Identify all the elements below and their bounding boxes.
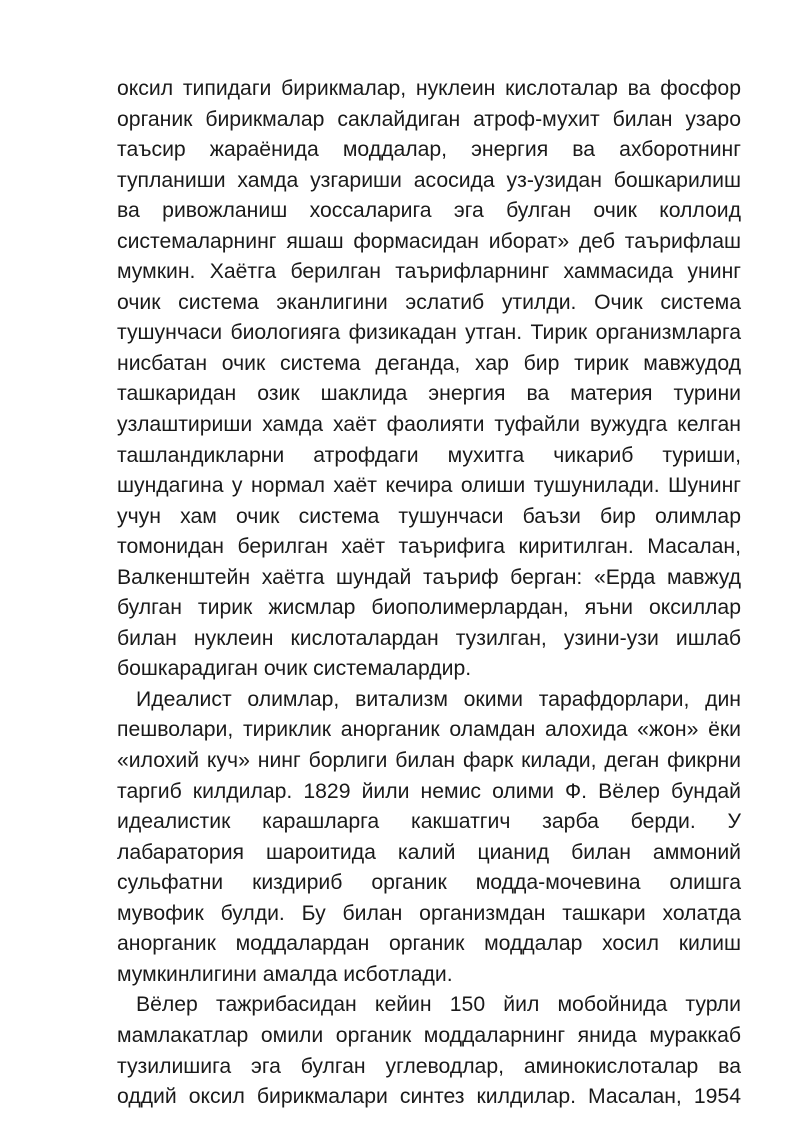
text-line: таргиб килдилар. 1829 йили немис олими Ф. Вёлер бундай (117, 779, 741, 803)
paragraph-1 (117, 74, 741, 685)
text-line: мувофик булди. Бу билан организмдан ташкари холатда (117, 901, 741, 925)
text-line: Вёлер тажрибасидан кейин 150 йил мобойнида турли (136, 993, 741, 1017)
text-line: булган тирик жисмлар биополимерлардан, яъни оксиллар (117, 596, 741, 620)
text-line: ташкаридан озик шаклида энергия ва материя турини (117, 382, 741, 406)
text-line: тушунчаси биологияга физикадан утган. Тирик организмларга (117, 321, 741, 345)
text-line: системаларнинг яшаш формасидан иборат» деб таърифлаш (117, 229, 741, 253)
text-line: узлаштириши хамда хаёт фаолияти туфайли вужудга келган (117, 413, 741, 437)
text-line: очик система эканлигини эслатиб утилди. Очик система (117, 290, 741, 314)
text-line: ташландикларни атрофдаги мухитга чикариб туриши, (117, 443, 741, 467)
text-line: ва ривожланиш хоссаларига эга булган очик коллоид (117, 199, 741, 223)
text-line: оксил типидаги бирикмалар, нуклеин кислоталар ва фосфор (117, 77, 741, 100)
text-line: «илохий куч» нинг борлиги билан фарк килади, деган фикрни (117, 749, 741, 773)
text-line: томонидан берилган хаёт таърифига киритилган. Масалан, (117, 535, 741, 559)
text-line: сульфатни киздириб органик модда-мочевина олишга (117, 871, 741, 895)
text-line: мамлакатлар омили органик моддаларнинг янида мураккаб (117, 1023, 741, 1047)
text-line: Идеалист олимлар, витализм окими тарафдорлари, дин (136, 687, 741, 711)
text-line: мумкин. Хаётга берилган таърифларнинг хаммасида унинг (117, 260, 741, 284)
text-line: пешволари, тириклик анорганик оламдан алохида «жон» ёки (117, 718, 741, 742)
text-line: Валкенштейн хаётга шундай таъриф берган: «Ерда мавжуд (117, 565, 741, 589)
paragraph-2 (117, 685, 741, 990)
text-line: билан нуклеин кислоталардан тузилган, узини-узи ишлаб (117, 626, 741, 650)
text-line: шундагина у нормал хаёт кечира олиши тушунилади. Шунинг (117, 474, 741, 498)
text-line: органик бирикмалар саклайдиган атроф-мухит билан узаро (117, 107, 741, 131)
paragraph-3 (117, 990, 741, 1112)
text-line: таъсир жараёнида моддалар, энергия ва ахборотнинг (117, 138, 741, 162)
text-line: лабаратория шароитида калий цианид билан аммоний (117, 840, 741, 864)
text-line: мумкинлигини амалда исботлади. (117, 962, 453, 986)
text-line: учун хам очик система тушунчаси баъзи бир олимлар (117, 504, 741, 528)
text-line: тупланиши хамда узгариши асосида уз-узидан бошкарилиш (117, 168, 741, 192)
text-line: идеалистик карашларга какшатгич зарба берди. У (117, 810, 741, 834)
text-line: бошкарадиган очик системалардир. (117, 657, 472, 681)
text-line: оддий оксил бирикмалари синтез килдилар. Масалан, 1954 (117, 1085, 741, 1109)
text-line: тузилишига эга булган углеводлар, аминокислоталар ва (117, 1054, 741, 1078)
text-line: анорганик моддалардан органик моддалар хосил килиш (117, 932, 741, 956)
text-line: нисбатан очик система деганда, хар бир тирик мавжудод (117, 351, 741, 375)
body-text (117, 74, 741, 1113)
